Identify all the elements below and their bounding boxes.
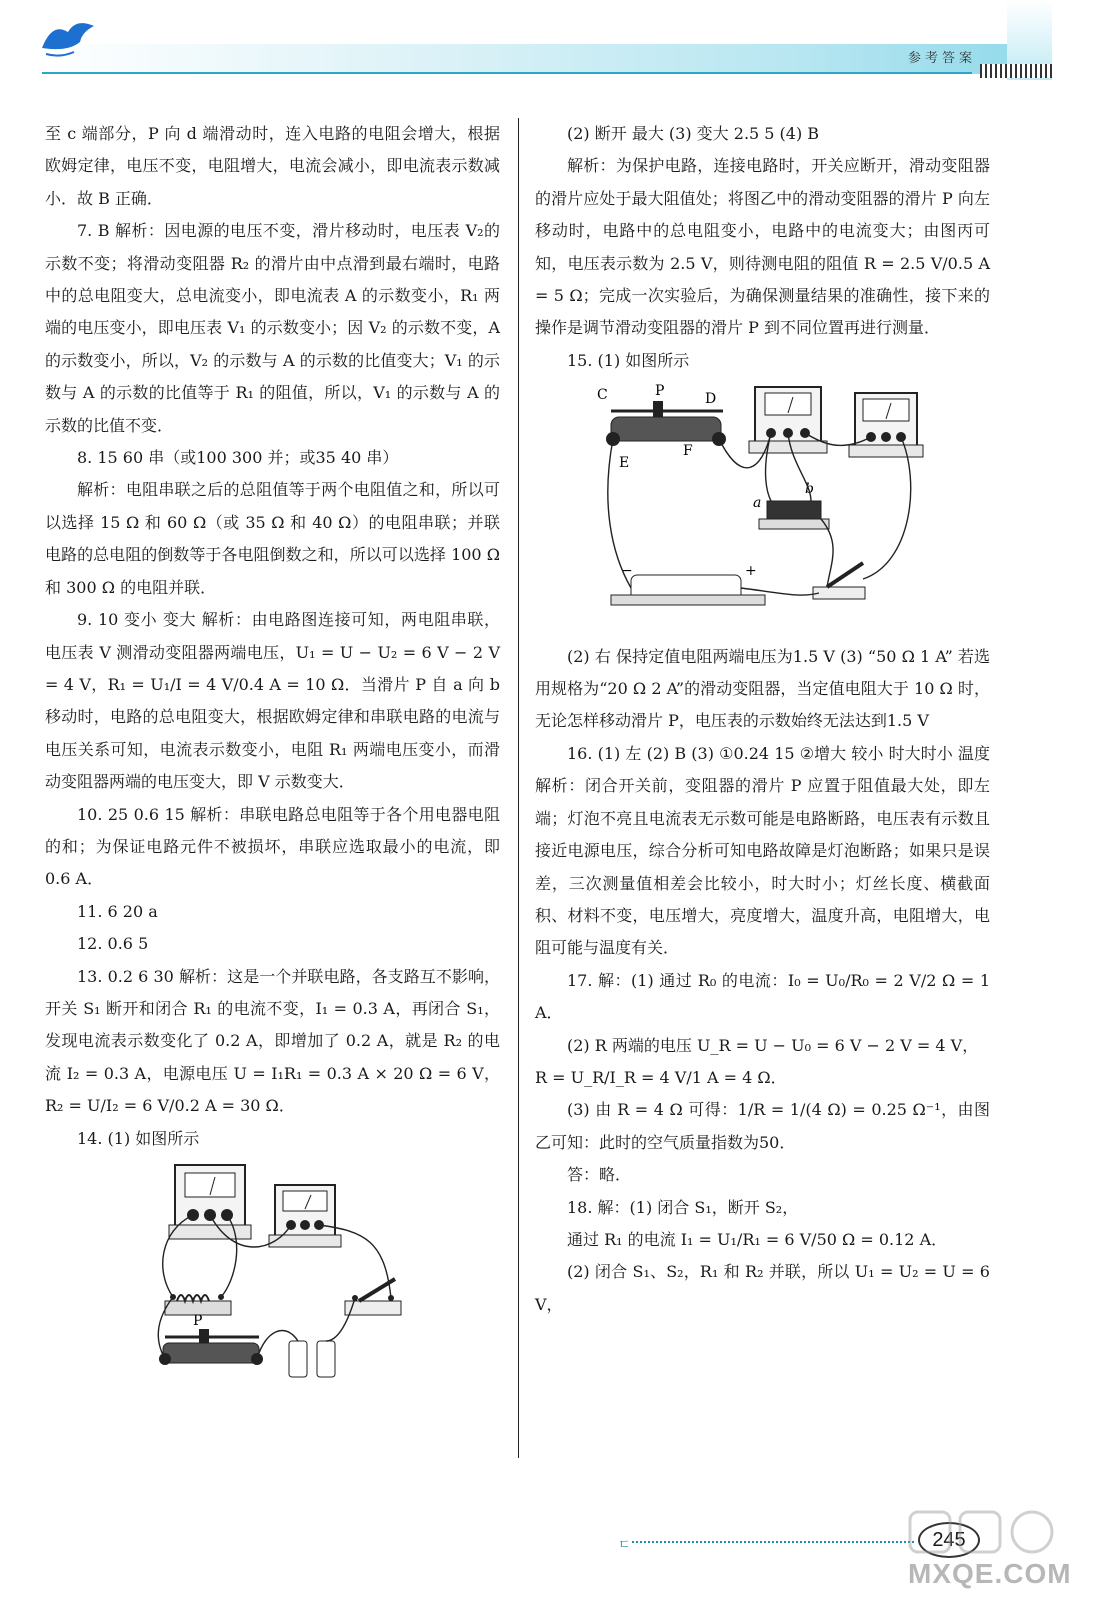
header-label: 参考答案	[908, 51, 977, 66]
answer-12: 12. 0.6 5	[77, 934, 149, 954]
terminal-e-label: E	[619, 455, 630, 472]
answer-14-2: (2) 断开 最大 (3) 变大 2.5 5 (4) B	[567, 124, 820, 143]
resistor-icon	[753, 481, 829, 529]
column-divider	[518, 118, 519, 1458]
answer-17-2-result: R = U_R/I_R = 4 V/1 A = 4 Ω．	[535, 1067, 787, 1087]
page-number: 245	[918, 1522, 980, 1558]
answer-16: 16. (1) 左 (2) B (3) ①0.24 15 ②增大 较小 时大时小 温度 解析：闭合开关前，变阻器的滑片 P 应置于阻值最大处，即左端；灯泡不亮且电流表无示数可能是电路断路，电压表有示数且接近电源电压，综合分析可知电路故障是灯泡断路；如果只是误差，三次测量值相差会比较小，时大时小；灯丝长度、横截面积、材料不变，电压增大，亮度增大，温度升高，电阻增大，电阻可能与温度有关．	[535, 743, 990, 958]
bird-logo-icon	[38, 12, 98, 62]
battery-icon	[289, 1341, 335, 1377]
ammeter-icon	[849, 393, 923, 457]
answer-15-2: (2) 右 保持定值电阻两端电压为1.5 V (3) “50 Ω 1 A” 若选用规格为“20 Ω 2 A”的滑动变阻器，当定值电阻大于 10 Ω 时，无论怎样移动滑片 P，电压表的示数始终无法达到1.5 V	[535, 646, 990, 731]
header-band	[42, 44, 1052, 74]
footer-dotted-line	[632, 1541, 914, 1543]
battery-icon	[611, 563, 765, 605]
resistor-icon	[165, 1294, 231, 1315]
terminal-b-label: b	[805, 481, 814, 498]
answer-10: 10. 25 0.6 15 解析：串联电路总电阻等于各个用电器电阻的和；为保证电路元件不被损坏，串联应选取最小的电流，即 0.6 A．	[45, 804, 500, 889]
answer-18-1: 18. 解：(1) 闭合 S₁，断开 S₂，	[567, 1197, 799, 1217]
answer-11: 11. 6 20 a	[77, 901, 158, 921]
slider-p-label: P	[193, 1313, 203, 1329]
rheostat-icon	[159, 1313, 263, 1365]
right-column	[535, 118, 990, 1321]
header-rule	[42, 72, 972, 74]
answer-7: 7. B 解析：因电源的电压不变，滑片移动时，电压表 V₂的示数不变；将滑动变阻器 R₂ 的滑片由中点滑到最右端时，电路中的总电阻变大，总电流变小，即电流表 A 的示数变小，R₁ 两端的电压变小，即电压表 V₁ 的示数变小；因 V₂ 的示数不变，A 的示数变小，所以，V₂ 的示数与 A 的示数的比值变大；V₁ 的示数与 A 的示数的比值等于 R₁ 的阻值，所以，V₁ 的示数与 A 的示数的比值不变．	[45, 221, 500, 435]
battery-plus-label: +	[745, 563, 757, 580]
watermark-text: MXQE.COM	[908, 1558, 1072, 1589]
answer-15: 15. (1) 如图所示	[567, 350, 690, 370]
battery-minus-label: −	[621, 563, 633, 580]
answer-8: 8. 15 60 串（或100 300 并；或35 40 串）	[77, 448, 399, 468]
barcode-decoration	[980, 64, 1052, 78]
figure-15-circuit	[535, 383, 990, 634]
voltmeter-icon	[749, 387, 827, 453]
footer-mark: ㄷ	[618, 1538, 631, 1553]
figure-14-circuit	[45, 1161, 500, 1397]
terminal-c-label: C	[597, 387, 608, 404]
answer-14: 14. (1) 如图所示	[77, 1128, 200, 1148]
answer-17-note: 答：略．	[567, 1165, 632, 1185]
answer-17-1: 17. 解：(1) 通过 R₀ 的电流：I₀ = U₀/R₀ = 2 V/2 Ω = 1 A．	[535, 970, 990, 1023]
answer-9: 9. 10 变小 变大 解析：由电路图连接可知，两电阻串联，电压表 V 测滑动变阻器两端电压，U₁ = U − U₂ = 6 V − 2 V = 4 V，R₁ = U₁/I = 4 V/0.4 A = 10 Ω．当滑片 P 自 a 向 b 移动时，电路的总电阻变大，根据欧姆定律和串联电路的电流与电压关系可知，电流表示数变小，电阻 R₁ 两端电压变小，而滑动变阻器两端的电压变大，即 V 示数变大．	[45, 610, 500, 792]
paragraph: 至 c 端部分，P 向 d 端滑动时，连入电路的电阻会增大，根据欧姆定律，电压不变，电阻增大，电流会减小，即电流表示数减小．故 B 正确．	[45, 124, 500, 208]
terminal-a-label: a	[753, 495, 762, 512]
switch-icon	[345, 1279, 401, 1315]
answer-8-explanation: 解析：电阻串联之后的总阻值等于两个电阻值之和，所以可以选择 15 Ω 和 60 Ω（或 35 Ω 和 40 Ω）的电阻串联；并联电路的总电阻的倒数等于各电阻倒数之和，所以可以选择 100 Ω 和 300 Ω 的电阻并联．	[45, 480, 500, 597]
rheostat-icon	[597, 383, 726, 471]
terminal-f-label: F	[683, 443, 693, 460]
answer-17-3: (3) 由 R = 4 Ω 可得：1/R = 1/(4 Ω) = 0.25 Ω⁻¹，由图乙可知：此时的空气质量指数为50．	[535, 1100, 990, 1152]
slider-p-label: P	[655, 383, 665, 400]
answer-18-1-current: 通过 R₁ 的电流 I₁ = U₁/R₁ = 6 V/50 Ω = 0.12 A．	[567, 1229, 948, 1249]
answer-17-2: (2) R 两端的电压 U_R = U − U₀ = 6 V − 2 V = 4 V，	[567, 1035, 979, 1055]
answer-14-explanation: 解析：为保护电路，连接电路时，开关应断开，滑动变阻器的滑片应处于最大阻值处；将图乙中的滑动变阻器的滑片 P 向左移动时，电路中的总电阻变小，电路中的电流变大；由图丙可知，电压表示数为 2.5 V，则待测电阻的阻值 R = 2.5 V/0.5 A = 5 Ω；完成一次实验后，为确保测量结果的准确性，接下来的操作是调节滑动变阻器的滑片 P 到不同位置再进行测量．	[535, 156, 990, 338]
left-column	[45, 118, 500, 1403]
answer-18-2: (2) 闭合 S₁、S₂，R₁ 和 R₂ 并联，所以 U₁ = U₂ = U = 6 V，	[535, 1262, 990, 1314]
voltmeter-icon	[169, 1165, 251, 1239]
answer-13: 13. 0.2 6 30 解析：这是一个并联电路，各支路互不影响，开关 S₁ 断开和闭合 R₁ 的电流不变，I₁ = 0.3 A，再闭合 S₁，发现电流表示数变化了 0.2 A，即增加了 0.2 A，就是 R₂ 的电流 I₂ = 0.3 A，电源电压 U = I₁R₁ = 0.3 A × 20 Ω = 6 V，R₂ = U/I₂ = 6 V/0.2 A = 30 Ω．	[45, 966, 500, 1116]
terminal-d-label: D	[705, 391, 717, 408]
switch-icon	[813, 563, 865, 599]
